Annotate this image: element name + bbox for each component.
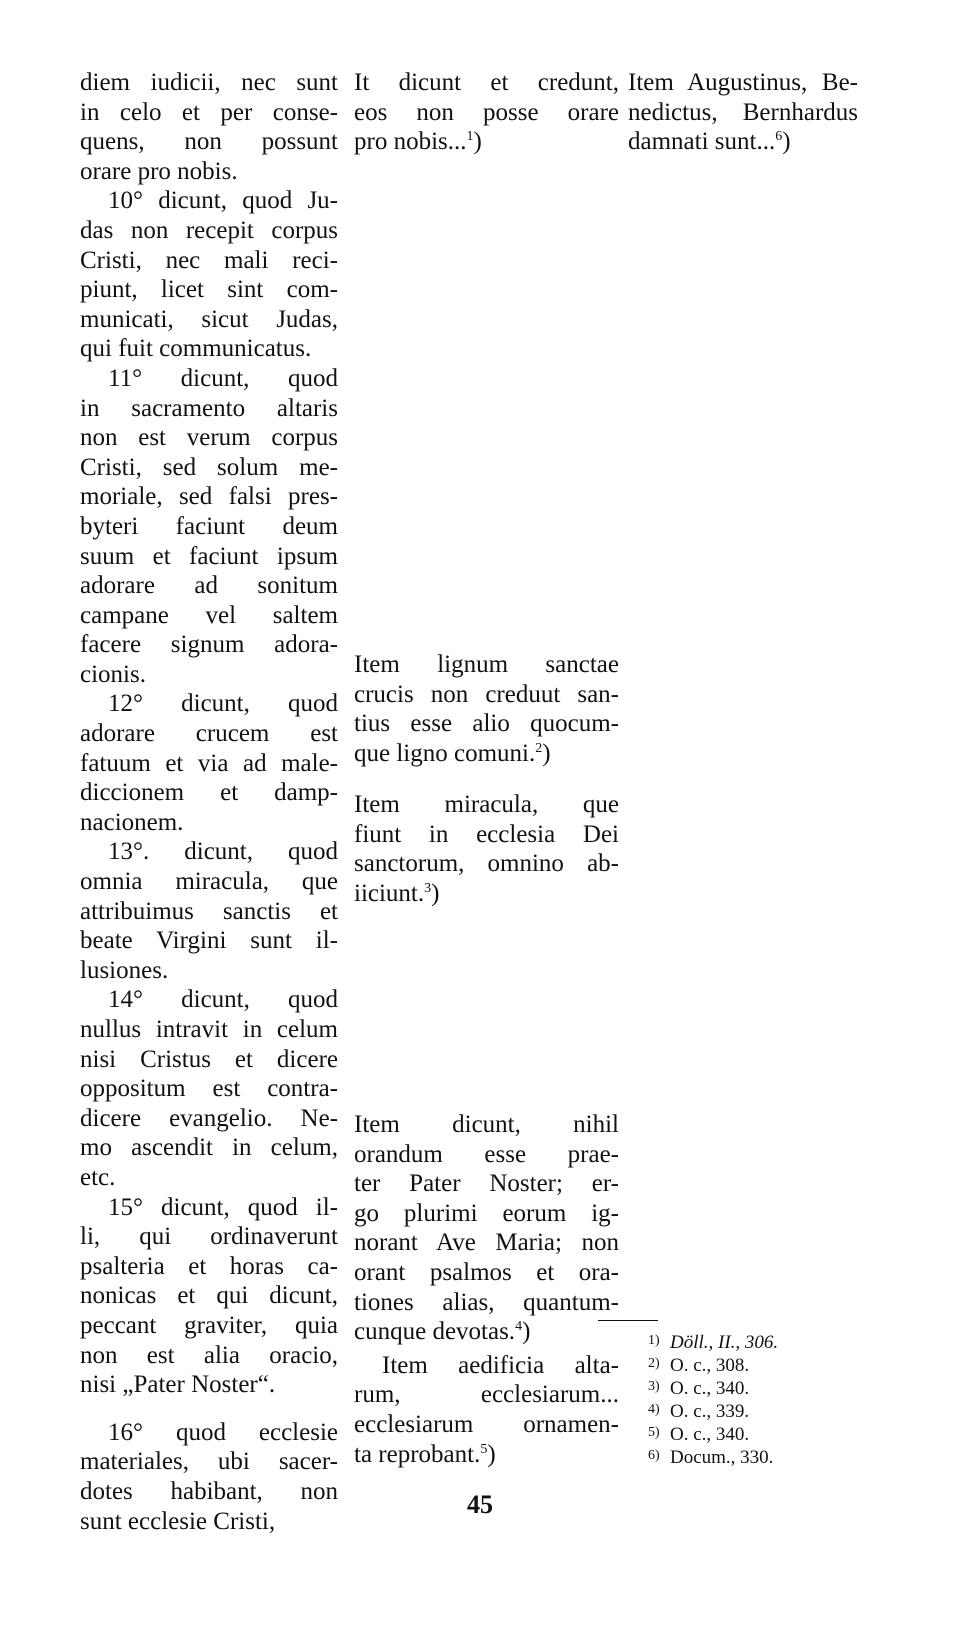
text-line: ta reprobant.$^5$)	[354, 1440, 496, 1468]
text-line: eos non posse orare	[354, 98, 619, 126]
middle-paragraph-4	[354, 1110, 619, 1347]
text-line: qui fuit communicatus.	[80, 335, 312, 363]
text-line: Cristi, sed solum me-	[80, 453, 338, 481]
text-line: diccionem et damp-	[80, 779, 338, 807]
text-line: quens, non possunt	[80, 128, 338, 156]
text-line: nonicas et qui dicunt,	[80, 1282, 338, 1310]
text-line: municati, sicut Judas,	[80, 305, 338, 333]
text-line: adorare ad sonitum	[80, 572, 338, 600]
text-line: Item aedificia alta-	[382, 1351, 619, 1379]
text-line: 11° dicunt, quod	[108, 364, 338, 392]
text-line: oppositum est contra-	[80, 1075, 338, 1103]
text-line: etc.	[80, 1163, 116, 1191]
footnote-5: 5) O. c., 340.	[648, 1424, 750, 1445]
page-number: 45	[467, 1490, 493, 1519]
text-line: orare pro nobis.	[80, 157, 238, 185]
paragraph-15	[80, 1193, 338, 1400]
text-line: pro nobis...$^1$)	[354, 128, 482, 156]
footnote-1: 1) Döll., II., 306.	[648, 1332, 779, 1353]
text-line: fatuum et via ad male-	[80, 749, 338, 777]
text-line: damnati sunt...$^6$)	[628, 128, 791, 156]
footnote-reference: 6	[775, 129, 783, 145]
text-line: Item lignum sanctae	[354, 651, 619, 678]
footnotes	[648, 1330, 878, 1468]
paragraph-12	[80, 689, 338, 837]
footnote-reference: 3	[424, 880, 432, 896]
text-line: mo ascendit in celum,	[80, 1134, 338, 1162]
footnote-reference: 4	[515, 1319, 523, 1335]
text-line: campane vel saltem	[80, 601, 338, 629]
text-line: facere signum adora-	[80, 631, 338, 659]
text-line: norant Ave Maria; non	[354, 1229, 619, 1257]
text-line: orant psalmos et ora-	[354, 1258, 619, 1286]
text-line: sunt ecclesie Cristi,	[80, 1507, 276, 1535]
text-line: 16° quod ecclesie	[108, 1418, 338, 1446]
footnote-reference: 5	[480, 1441, 488, 1457]
text-line: adorare crucem est	[80, 720, 338, 748]
text-line: rum, ecclesiarum...	[354, 1381, 619, 1409]
footnote-reference: 2	[535, 740, 543, 756]
middle-paragraph-2	[354, 650, 619, 768]
text-line: omnia miracula, que	[80, 868, 338, 896]
middle-column-block-2	[354, 650, 619, 768]
paragraph-14	[80, 985, 338, 1192]
text-line: crucis non creduut san-	[354, 680, 619, 708]
middle-paragraph-5	[354, 1351, 619, 1469]
text-line: orandum esse prae-	[354, 1140, 619, 1168]
text-line: Item dicunt, nihil	[354, 1111, 619, 1138]
text-line: go plurimi eorum ig-	[354, 1199, 619, 1227]
footnote-separator	[598, 1320, 658, 1321]
right-column	[628, 68, 858, 157]
text-line: nacionem.	[80, 808, 184, 836]
text-line: moriale, sed falsi pres-	[80, 483, 338, 511]
text-line: nisi „Pater Noster“.	[80, 1371, 276, 1399]
paragraph-intro	[80, 68, 338, 186]
right-paragraph-1	[628, 68, 858, 157]
text-line: diem iudicii, nec sunt	[80, 69, 338, 96]
text-line: psalteria et horas ca-	[80, 1252, 338, 1280]
footnote-6: 6) Docum., 330.	[648, 1447, 774, 1468]
text-line: non est verum corpus	[80, 424, 338, 452]
text-line: 15° dicunt, quod il-	[108, 1193, 338, 1221]
text-line: li, qui ordinaverunt	[80, 1223, 338, 1251]
text-line: peccant graviter, quia	[80, 1311, 338, 1339]
text-line: dicere evangelio. Ne-	[80, 1104, 338, 1132]
text-line: It dicunt et credunt,	[354, 69, 619, 96]
text-line: tiones alias, quantum-	[354, 1288, 619, 1316]
text-line: ecclesiarum ornamen-	[354, 1410, 619, 1438]
text-line: nullus intravit in celum	[80, 1016, 338, 1043]
footnote-2: 2) O. c., 308.	[648, 1355, 750, 1376]
text-line: iiciunt.$^3$)	[354, 879, 440, 907]
text-line: materiales, ubi sacer-	[80, 1448, 338, 1476]
text-line: ter Pater Noster; er-	[354, 1170, 619, 1198]
text-line: fiunt in ecclesia Dei	[354, 820, 619, 848]
footnote-reference: 1	[466, 129, 474, 145]
text-line: das non recepit corpus	[80, 216, 338, 244]
text-line: cionis.	[80, 660, 146, 688]
paragraph-13	[80, 837, 338, 985]
text-line: in sacramento altaris	[80, 394, 338, 422]
text-line: Item Augustinus, Be-	[628, 69, 858, 96]
middle-paragraph-3	[354, 790, 619, 908]
footnote-4: 4) O. c., 339.	[648, 1401, 750, 1422]
text-line: Item miracula, que	[354, 791, 619, 818]
middle-paragraph-1	[354, 68, 619, 157]
text-line: 13°. dicunt, quod	[108, 838, 338, 866]
text-line: piunt, licet sint com-	[80, 276, 338, 304]
text-line: Cristi, nec mali reci-	[80, 246, 338, 274]
text-line: attribuimus sanctis et	[80, 897, 338, 925]
text-line: non est alia oracio,	[80, 1341, 338, 1369]
middle-column-block-3	[354, 790, 619, 908]
paragraph-11	[80, 364, 338, 690]
text-line: nisi Cristus et dicere	[80, 1045, 338, 1073]
text-line: dotes habibant, non	[80, 1477, 338, 1505]
text-line: que ligno comuni.$^2$)	[354, 739, 551, 767]
text-line: sanctorum, omnino ab-	[354, 850, 619, 878]
footnote-3: 3) O. c., 340.	[648, 1378, 750, 1399]
text-line: tius esse alio quocum-	[354, 710, 619, 738]
text-line: cunque devotas.$^4$)	[354, 1318, 531, 1346]
middle-column-block-4	[354, 1110, 619, 1469]
text-line: suum et faciunt ipsum	[80, 542, 338, 570]
text-line: lusiones.	[80, 956, 169, 984]
text-line: 12° dicunt, quod	[108, 690, 338, 718]
text-line: beate Virgini sunt il-	[80, 927, 338, 955]
text-line: byteri faciunt deum	[80, 512, 338, 540]
text-line: 10° dicunt, quod Ju-	[108, 187, 338, 215]
text-line: nedictus, Bernhardus	[628, 98, 858, 126]
text-line: in celo et per conse-	[80, 98, 338, 126]
middle-column-block-1	[354, 68, 619, 157]
text-line: 14° dicunt, quod	[108, 986, 338, 1014]
left-column	[80, 68, 338, 1536]
paragraph-10	[80, 186, 338, 364]
